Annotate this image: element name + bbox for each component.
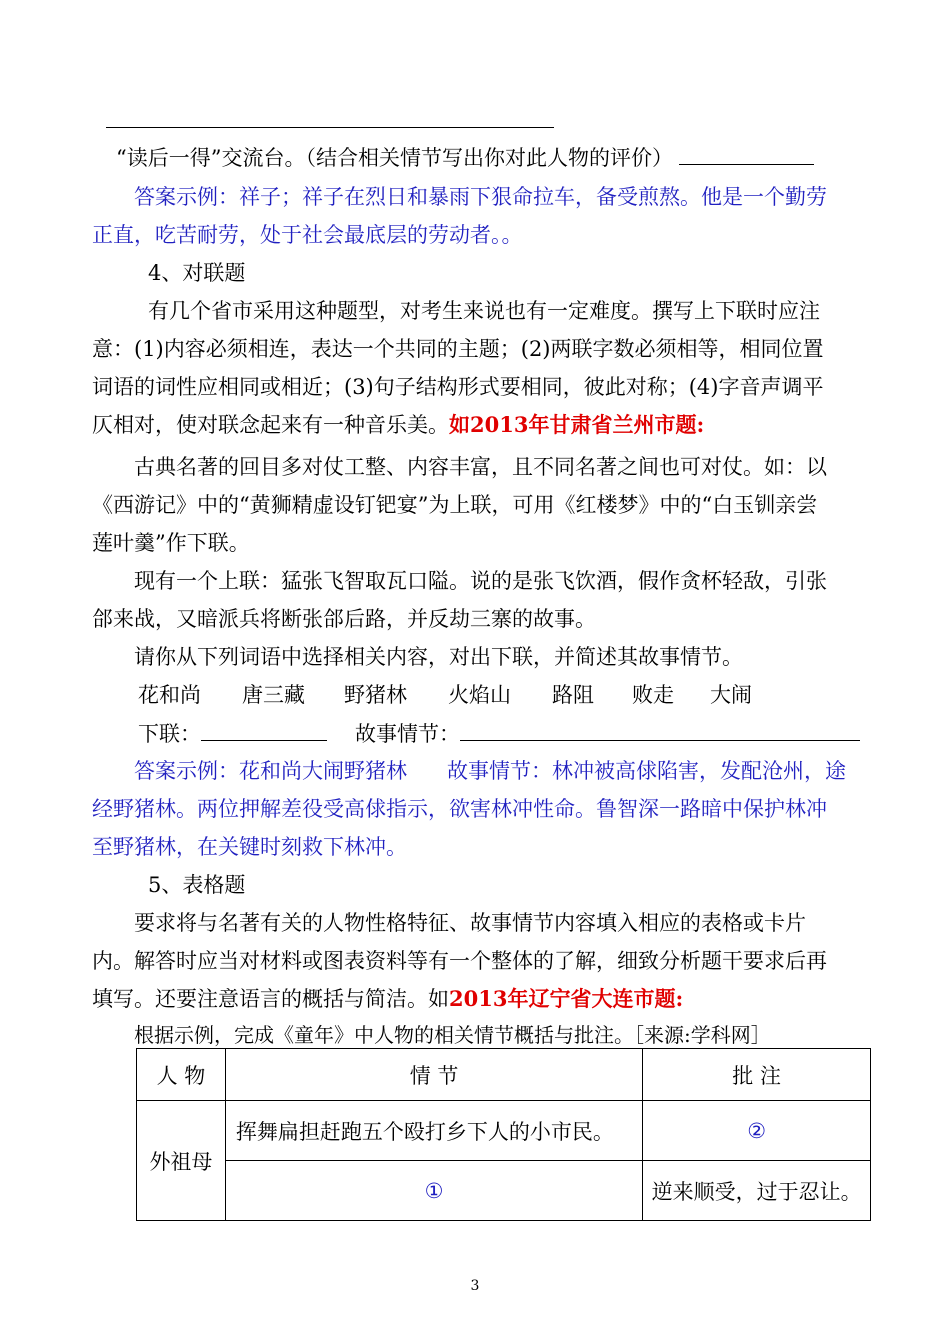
para7-line1: 请你从下列词语中选择相关内容，对出下联，并简述其故事情节。 [134, 645, 743, 669]
plot-cell-1: 挥舞扁担赶跑五个殴打乡下人的小市民。 [225, 1101, 642, 1161]
para8-line3 [92, 984, 683, 1014]
word-bank-item: 败走 [632, 683, 674, 707]
exam-source-lanzhou: 如2013年甘肃省兰州市题: [449, 412, 705, 437]
para8-line2: 内。解答时应当对材料或图表资料等有一个整体的了解，细致分析题干要求后再 [92, 949, 827, 973]
answer-example-2-line2: 经野猪林。两位押解差役受高俅指示，欲害林冲性命。鲁智深一路暗中保护林冲 [92, 797, 827, 821]
word-bank [138, 680, 766, 710]
reading-share-text: “读后一得”交流台。（结合相关情节写出你对此人物的评价） [116, 146, 673, 170]
answer-example-2-couplet: 答案示例：花和尚大闹野猪林 [134, 759, 407, 783]
table-row [137, 1101, 871, 1161]
word-bank-item: 野猪林 [344, 683, 407, 707]
para4-line4-text: 仄相对，使对联念起来有一种音乐美。 [92, 413, 449, 437]
answer-example-2-line1 [134, 756, 846, 786]
para8-line1: 要求将与名著有关的人物性格特征、故事情节内容填入相应的表格或卡片 [134, 911, 806, 935]
section-4-title: 4、对联题 [148, 261, 246, 285]
word-bank-item: 唐三藏 [242, 683, 305, 707]
person-grandmother: 外祖母 [137, 1101, 226, 1221]
word-bank-item: 火焰山 [448, 683, 511, 707]
page-number: 3 [470, 1278, 480, 1294]
plot-cell-2-blank[interactable]: ① [225, 1161, 642, 1221]
reading-share-blank[interactable] [679, 142, 814, 165]
note-cell-2: 逆来顺受，过于忍让。 [643, 1161, 871, 1221]
para4-line2: 意：(1)内容必须相连，表达一个共同的主题；(2)两联字数必须相等，相同位置 [92, 337, 824, 361]
header-person: 人 物 [137, 1049, 226, 1101]
para8-line3-text: 填写。还要注意语言的概括与简洁。如 [92, 987, 449, 1011]
note-cell-1-blank[interactable]: ② [643, 1101, 871, 1161]
xialian-blank[interactable] [201, 718, 327, 741]
answer-example-2-plot-start: 故事情节：林冲被高俅陷害，发配沧州，途 [447, 759, 846, 783]
section-5-title: 5、表格题 [148, 873, 246, 897]
para4-line4 [92, 410, 704, 440]
header-note: 批 注 [643, 1049, 871, 1101]
para6-line2: 郃来战，又暗派兵将断张郃后路，并反劫三寨的故事。 [92, 607, 596, 631]
table-row [137, 1161, 871, 1221]
word-bank-item: 花和尚 [138, 683, 201, 707]
para5-line1: 古典名著的回目多对仗工整、内容丰富，且不同名著之间也可对仗。如：以 [134, 455, 827, 479]
table-instructions: 根据示例，完成《童年》中人物的相关情节概括与批注。［来源:学科网］ [134, 1023, 771, 1047]
word-bank-item: 大闹 [710, 683, 752, 707]
para5-line3: 莲叶羹”作下联。 [92, 531, 250, 555]
para5-line2: 《西游记》中的“黄狮精虚设钉钯宴”为上联，可用《红楼梦》中的“白玉钏亲尝 [92, 493, 818, 517]
table-header-row [137, 1049, 871, 1101]
header-plot: 情 节 [225, 1049, 642, 1101]
fill-in-line [138, 718, 860, 749]
story-plot-label: 故事情节： [355, 722, 460, 746]
answer-example-1-line1: 答案示例：祥子；祥子在烈日和暴雨下狠命拉车，备受煎熬。他是一个勤劳 [134, 185, 827, 209]
answer-example-1-line2: 正直，吃苦耐劳，处于社会最底层的劳动者。。 [92, 223, 523, 247]
para6-line1: 现有一个上联：猛张飞智取瓦口隘。说的是张飞饮酒，假作贪杯轻敌，引张 [134, 569, 827, 593]
word-bank-item: 路阻 [552, 683, 594, 707]
answer-example-2-line3: 至野猪林，在关键时刻救下林冲。 [92, 835, 407, 859]
para4-line3: 词语的词性应相同或相近；(3)句子结构形式要相同，彼此对称；(4)字音声调平 [92, 375, 824, 399]
reading-share-prompt [116, 142, 814, 173]
exam-source-dalian: 2013年辽宁省大连市题: [449, 986, 684, 1011]
story-plot-blank[interactable] [460, 718, 860, 741]
answer-blank-line [106, 127, 554, 128]
xialian-label: 下联： [138, 722, 201, 746]
para4-line1: 有几个省市采用这种题型，对考生来说也有一定难度。撰写上下联时应注 [148, 299, 820, 323]
character-table [136, 1048, 871, 1221]
